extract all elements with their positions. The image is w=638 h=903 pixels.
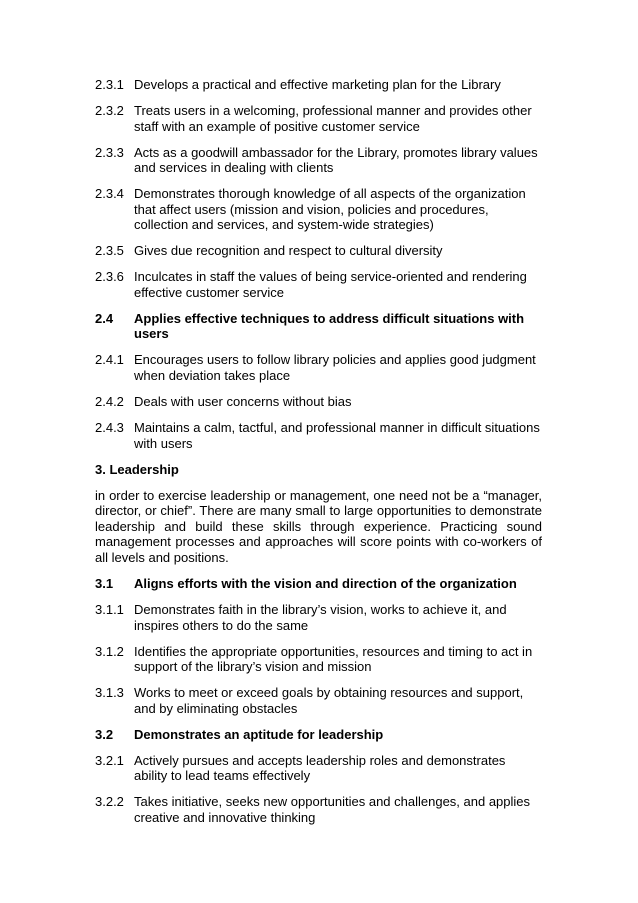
subsection-heading: [95, 311, 542, 342]
item-number: 2.3.5: [95, 243, 124, 259]
item-text: Takes initiative, seeks new opportunities and challenges, and applies creative and innovative thinking: [134, 794, 531, 825]
item-number: 3.2.2: [95, 794, 124, 810]
item-text: Actively pursues and accepts leadership roles and demonstrates ability to lead teams effectively: [134, 752, 506, 784]
item-text: Develops a practical and effective marketing plan for the Library: [134, 77, 501, 92]
item-number: 2.4.1: [95, 352, 124, 368]
item-number: 2.3.3: [95, 144, 124, 160]
list-item: [95, 243, 542, 259]
list-item: [95, 186, 542, 233]
item-text: Treats users in a welcoming, professional manner and provides other staff with an example of positive customer service: [134, 102, 532, 134]
item-text: Gives due recognition and respect to cultural diversity: [134, 243, 443, 259]
item-text: Inculcates in staff the values of being service-oriented and rendering effective customer service: [134, 269, 527, 300]
list-item: [95, 753, 542, 784]
item-text: Encourages users to follow library policies and applies good judgment when deviation takes place: [134, 352, 536, 384]
section-title: 3. Leadership: [95, 461, 179, 477]
item-number: 2.4.3: [95, 420, 124, 436]
item-text: Demonstrates thorough knowledge of all aspects of the organization that affect users (mission and vision, policies and procedures, collection and services, and system-wide strategies): [134, 186, 526, 233]
list-item: [95, 103, 542, 134]
item-text: Acts as a goodwill ambassador for the Library, promotes library values and services in dealing with clients: [134, 144, 538, 176]
item-number: 2.3.6: [95, 269, 124, 285]
list-item: [95, 644, 542, 675]
list-item: [95, 77, 542, 93]
heading-text: Aligns efforts with the vision and direction of the organization: [134, 575, 517, 591]
item-number: 2.4.2: [95, 394, 124, 410]
item-number: 3.1.2: [95, 643, 124, 659]
item-number: 3.2.1: [95, 752, 124, 768]
item-text: Demonstrates faith in the library’s vision, works to achieve it, and inspires others to do the same: [134, 601, 507, 633]
list-item: [95, 352, 542, 383]
item-text: Works to meet or exceed goals by obtaining resources and support, and by eliminating obstacles: [134, 685, 524, 716]
heading-number: 2.4: [95, 310, 114, 326]
document-body: [95, 77, 542, 836]
item-number: 2.3.1: [95, 77, 124, 92]
heading-number: 3.1: [95, 575, 114, 591]
heading-text: Demonstrates an aptitude for leadership: [134, 726, 384, 742]
section-paragraph: in order to exercise leadership or management, one need not be a “manager, director, or chief”. There are many small to large opportunities to demonstrate leadership and build these skills through experience. Practicing sound management processes and approaches will score points with co-workers of all levels and positions.: [95, 487, 542, 565]
item-number: 2.3.2: [95, 102, 124, 118]
list-item: [95, 420, 542, 451]
subsection-heading: [95, 576, 542, 592]
list-item: [95, 145, 542, 176]
item-number: 3.1.1: [95, 601, 124, 617]
subsection-heading: [95, 727, 542, 743]
list-item: [95, 602, 542, 633]
item-text: Deals with user concerns without bias: [134, 394, 352, 410]
item-number: 2.3.4: [95, 186, 124, 202]
list-item: [95, 269, 542, 300]
item-text: Identifies the appropriate opportunities, resources and timing to act in support of the library’s vision and mission: [134, 643, 533, 675]
item-number: 3.1.3: [95, 685, 124, 701]
list-item: [95, 685, 542, 716]
heading-text: Applies effective techniques to address difficult situations with users: [134, 310, 525, 342]
item-text: Maintains a calm, tactful, and professional manner in difficult situations with users: [134, 420, 540, 451]
list-item: [95, 794, 542, 825]
heading-number: 3.2: [95, 726, 114, 742]
list-item: [95, 394, 542, 410]
